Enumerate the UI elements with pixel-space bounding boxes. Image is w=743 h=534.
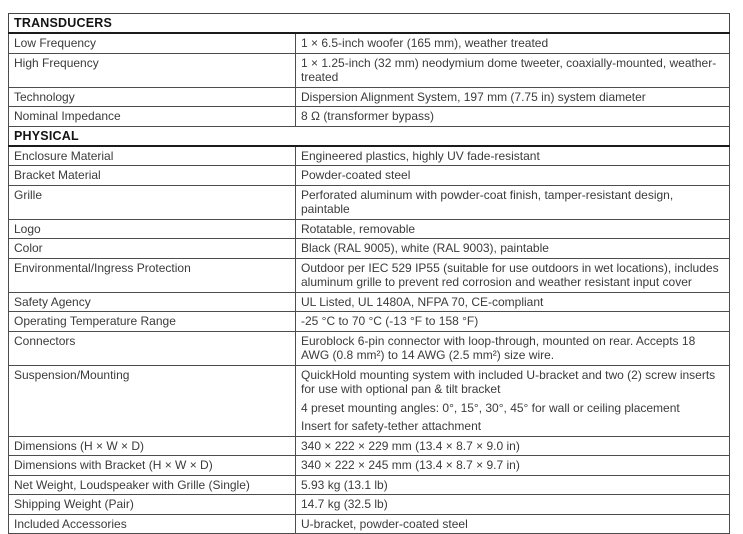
spec-value-cell (296, 456, 730, 476)
spec-value-cell (296, 365, 730, 436)
spec-value-text: 8 Ω (transformer bypass) (301, 109, 435, 123)
spec-label-cell: Connectors (9, 331, 296, 365)
section-header-row (9, 126, 730, 146)
spec-label-cell: Shipping Weight (Pair) (9, 495, 296, 515)
spec-value-cell (296, 514, 730, 534)
spec-label-cell: Color (9, 239, 296, 259)
spec-row (9, 312, 730, 332)
spec-value-cell (296, 331, 730, 365)
spec-value-cell (296, 292, 730, 312)
spec-value-text: 14.7 kg (32.5 lb) (301, 497, 388, 511)
spec-value-text: -25 °C to 70 °C (-13 °F to 158 °F) (301, 314, 479, 328)
spec-value-cell (296, 33, 730, 53)
spec-label-cell: Enclosure Material (9, 146, 296, 166)
specification-table-body (9, 14, 730, 534)
spec-value-text: Euroblock 6-pin connector with loop-through, mounted on rear. Accepts 18 AWG (0.8 mm²) to 14 AWG (2.5 mm²) size wire. (301, 333, 696, 362)
spec-row (9, 87, 730, 107)
spec-value-text: Outdoor per IEC 529 IP55 (suitable for use outdoors in wet locations), includes aluminum grille to prevent red corrosion and weather resistant input cover (301, 260, 719, 289)
spec-label-cell: Bracket Material (9, 166, 296, 186)
spec-value-cell (296, 436, 730, 456)
spec-label-cell: Operating Temperature Range (9, 312, 296, 332)
section-header: TRANSDUCERS (9, 14, 730, 34)
spec-value-cell (296, 53, 730, 87)
spec-label-cell: Environmental/Ingress Protection (9, 258, 296, 292)
spec-value-text: 1 × 6.5-inch woofer (165 mm), weather treated (301, 36, 549, 50)
spec-value-text: 340 × 222 × 229 mm (13.4 × 8.7 × 9.0 in) (301, 438, 520, 453)
spec-value-cell (296, 166, 730, 186)
spec-label-cell: Safety Agency (9, 292, 296, 312)
spec-label-cell: Logo (9, 219, 296, 239)
spec-row (9, 514, 730, 534)
spec-row (9, 258, 730, 292)
spec-value-text: Rotatable, removable (301, 221, 416, 236)
spec-row (9, 495, 730, 515)
spec-label-cell: Technology (9, 87, 296, 107)
spec-row (9, 185, 730, 219)
spec-value-text: Insert for safety-tether attachment (301, 419, 482, 433)
spec-row (9, 219, 730, 239)
spec-row (9, 292, 730, 312)
spec-value-text: 1 × 1.25-inch (32 mm) neodymium dome tweeter, coaxially-mounted, weather-treated (301, 55, 717, 84)
spec-value-cell (296, 495, 730, 515)
spec-value-cell (296, 87, 730, 107)
spec-value-cell (296, 475, 730, 495)
spec-label-cell: Dimensions with Bracket (H × W × D) (9, 456, 296, 476)
spec-row (9, 365, 730, 436)
spec-label-cell: High Frequency (9, 53, 296, 87)
spec-row (9, 33, 730, 53)
spec-value-text: Engineered plastics, highly UV fade-resistant (301, 148, 540, 163)
spec-row (9, 436, 730, 456)
spec-value-text: Powder-coated steel (301, 168, 411, 182)
specification-table (8, 13, 730, 534)
spec-row (9, 146, 730, 166)
spec-value-cell (296, 146, 730, 166)
spec-label-cell: Suspension/Mounting (9, 365, 296, 436)
spec-value-cell (296, 239, 730, 259)
spec-label-cell: Grille (9, 185, 296, 219)
spec-value-cell (296, 312, 730, 332)
spec-row (9, 53, 730, 87)
spec-value-cell (296, 107, 730, 127)
spec-value-text: 340 × 222 × 245 mm (13.4 × 8.7 × 9.7 in) (301, 458, 520, 472)
spec-label-cell: Included Accessories (9, 514, 296, 534)
spec-row (9, 456, 730, 476)
spec-label-cell: Low Frequency (9, 33, 296, 53)
spec-value-text: UL Listed, UL 1480A, NFPA 70, CE-compliant (301, 294, 544, 309)
spec-row (9, 475, 730, 495)
spec-value-text: Perforated aluminum with powder-coat finish, tamper-resistant design, paintable (301, 187, 674, 216)
section-header-row (9, 14, 730, 34)
spec-value-text: 5.93 kg (13.1 lb) (301, 477, 388, 492)
spec-label-cell: Net Weight, Loudspeaker with Grille (Single) (9, 475, 296, 495)
spec-value-cell (296, 258, 730, 292)
spec-value-text: Black (RAL 9005), white (RAL 9003), paintable (301, 241, 549, 255)
spec-value-text: Dispersion Alignment System, 197 mm (7.75 in) system diameter (301, 89, 646, 104)
spec-value-text: QuickHold mounting system with included U-bracket and two (2) screw inserts for use with optional pan & tilt bracket (301, 367, 716, 396)
spec-label-cell: Dimensions (H × W × D) (9, 436, 296, 456)
section-header: PHYSICAL (9, 126, 730, 146)
spec-value-text: 4 preset mounting angles: 0°, 15°, 30°, 45° for wall or ceiling placement (301, 400, 680, 415)
spec-row (9, 107, 730, 127)
spec-row (9, 166, 730, 186)
spec-row (9, 331, 730, 365)
spec-row (9, 239, 730, 259)
spec-value-text: U-bracket, powder-coated steel (301, 516, 468, 531)
spec-value-cell (296, 185, 730, 219)
spec-label-cell: Nominal Impedance (9, 107, 296, 127)
spec-value-cell (296, 219, 730, 239)
